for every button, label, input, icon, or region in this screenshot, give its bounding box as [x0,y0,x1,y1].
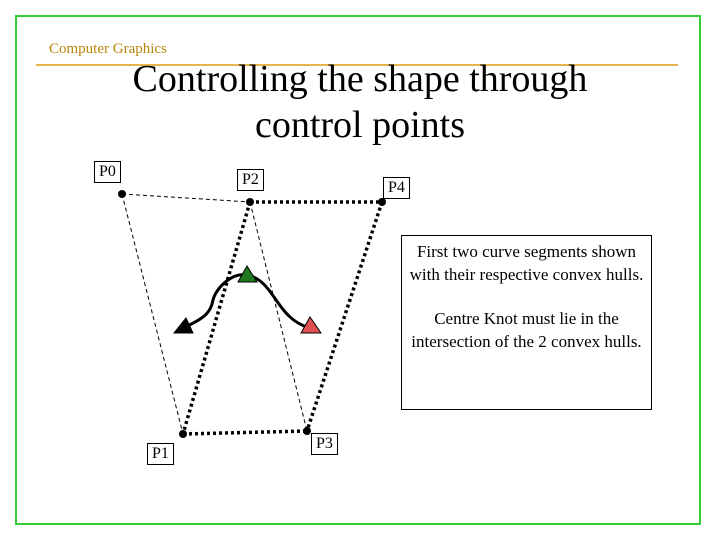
control-point-p1 [179,430,187,438]
control-point-p2 [246,198,254,206]
point-label-p4: P4 [383,177,410,199]
hull-edge-p0-p2 [122,194,250,202]
control-point-dots [118,190,386,438]
hull-edge-p4-p3 [307,202,382,431]
convex-hull-segment-2 [183,202,382,434]
point-label-p3: P3 [311,433,338,455]
note-centre-knot: Centre Knot must lie in the intersection of the 2 convex hulls. [411,309,642,351]
control-point-p0 [118,190,126,198]
point-label-p1: P1 [147,443,174,465]
control-point-p4 [378,198,386,206]
slide-title: Controlling the shape through control points [132,58,588,146]
hull-edge-p1-p3 [183,431,307,434]
note-curve-segments: First two curve segments shown with their respective convex hulls. [409,242,644,284]
course-label: Computer Graphics [49,41,167,57]
point-label-p2: P2 [237,169,264,191]
point-label-p0: P0 [94,161,121,183]
notes-box [401,235,652,410]
hull-edge-p0-p1 [122,194,183,434]
curve-segments [185,275,310,328]
convex-hull-segment-1 [122,194,307,434]
control-point-p3 [303,427,311,435]
hull-edge-p2-p1 [183,202,250,434]
hull-edge-p2-p3 [250,202,307,431]
